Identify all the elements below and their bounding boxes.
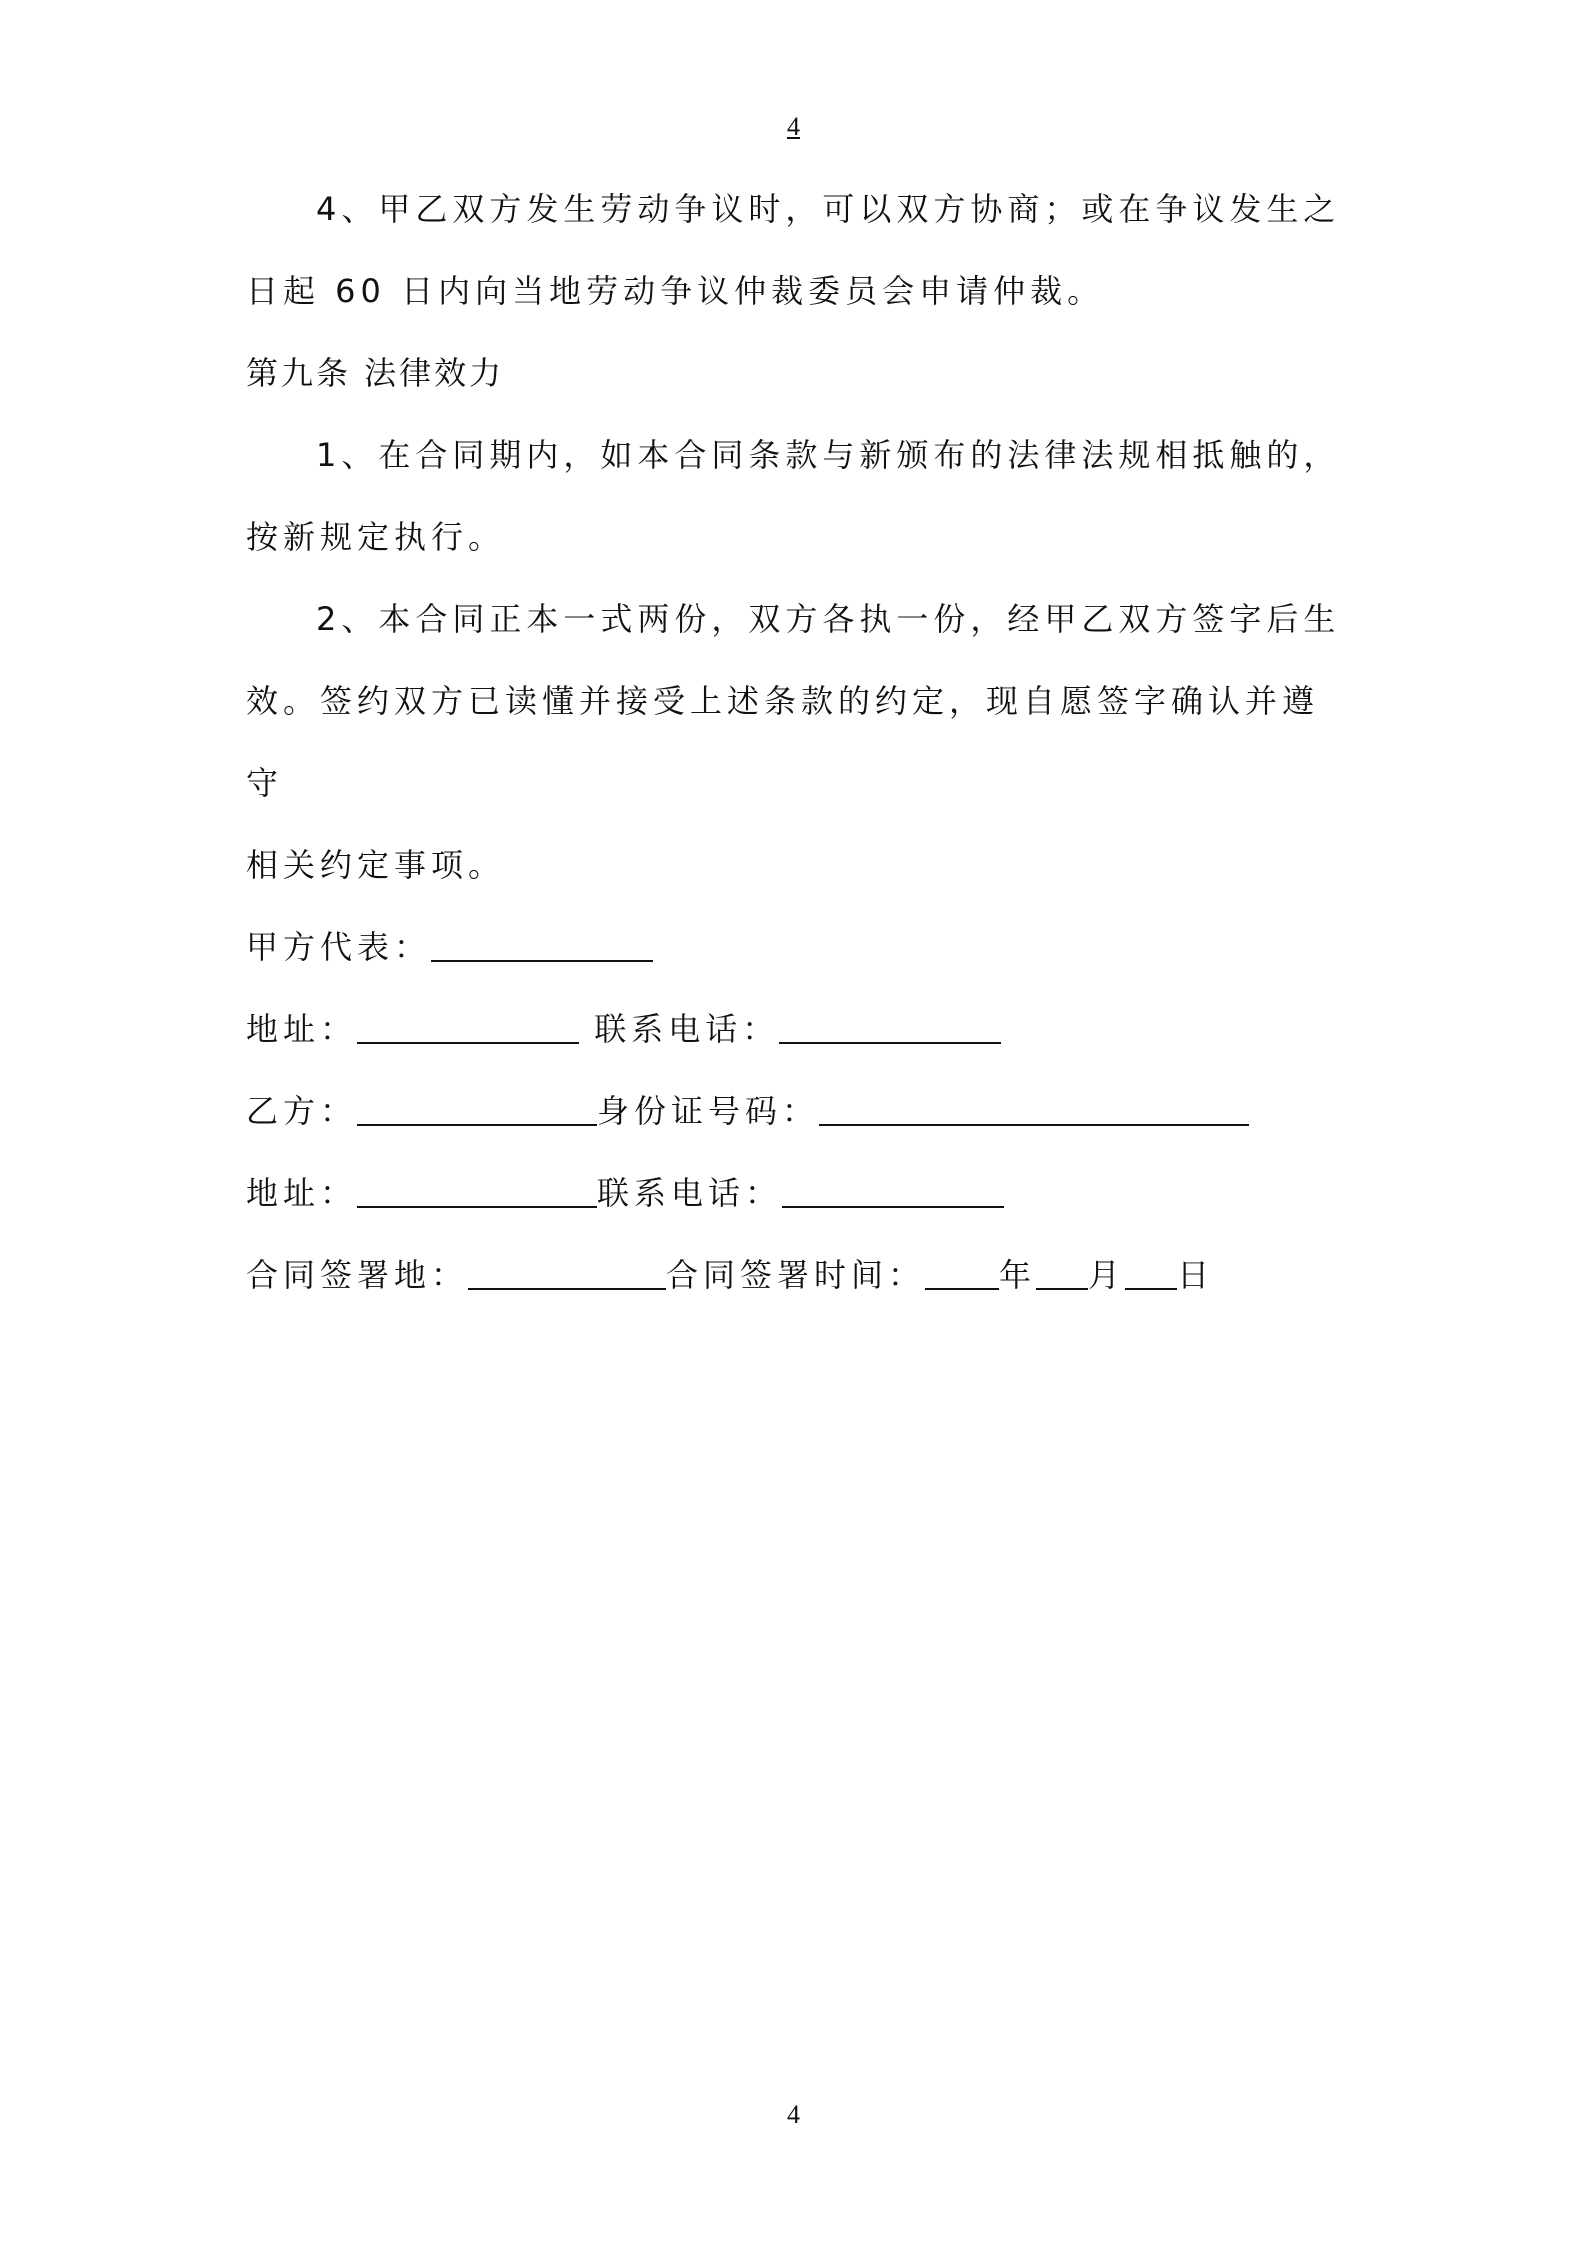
month-label: 月 bbox=[1088, 1256, 1126, 1294]
header-page-number: 4 bbox=[787, 112, 800, 141]
party-b-row bbox=[246, 1070, 1346, 1152]
article-9-heading: 第九条 法律效力 bbox=[246, 354, 505, 392]
party-b-address-field[interactable] bbox=[357, 1170, 597, 1208]
party-a-rep-label: 甲方代表： bbox=[246, 928, 432, 966]
clause-9-1-line-2: 按新规定执行。 bbox=[246, 518, 506, 556]
day-label: 日 bbox=[1177, 1256, 1215, 1294]
party-b-phone-field[interactable] bbox=[782, 1170, 1004, 1208]
sign-month-field[interactable] bbox=[1036, 1252, 1088, 1290]
party-a-address-field[interactable] bbox=[357, 1006, 579, 1044]
footer-page-number: 4 bbox=[787, 2100, 800, 2129]
clause-9-2-line-2: 效。签约双方已读懂并接受上述条款的约定，现自愿签字确认并遵守 bbox=[246, 682, 1320, 802]
party-b-label: 乙方： bbox=[246, 1092, 358, 1130]
id-number-field[interactable] bbox=[819, 1088, 1249, 1126]
sign-place-field[interactable] bbox=[468, 1252, 666, 1290]
id-number-label: 身份证号码： bbox=[597, 1092, 820, 1130]
clause-4-line-1: 4、甲乙双方发生劳动争议时，可以双方协商；或在争议发生之 bbox=[316, 190, 1341, 228]
address-label: 地址： bbox=[246, 1010, 358, 1048]
clause-9-2-line-3: 相关约定事项。 bbox=[246, 846, 506, 884]
clause-4-line-2: 日起 60 日内向当地劳动争议仲裁委员会申请仲裁。 bbox=[246, 272, 1105, 310]
party-a-rep-row bbox=[246, 906, 1346, 988]
party-a-address-row bbox=[246, 988, 1346, 1070]
sign-year-field[interactable] bbox=[925, 1252, 999, 1290]
clause-9-2-line-1: 2、本合同正本一式两份，双方各执一份，经甲乙双方签字后生 bbox=[316, 600, 1341, 638]
sign-day-field[interactable] bbox=[1125, 1252, 1177, 1290]
party-a-rep-field[interactable] bbox=[431, 924, 653, 962]
address-label: 地址： bbox=[246, 1174, 358, 1212]
sign-time-label: 合同签署时间： bbox=[666, 1256, 926, 1294]
party-b-address-row bbox=[246, 1152, 1346, 1234]
party-a-phone-field[interactable] bbox=[779, 1006, 1001, 1044]
phone-label: 联系电话： bbox=[597, 1174, 783, 1212]
clause-9-1-line-1: 1、在合同期内，如本合同条款与新颁布的法律法规相抵触的， bbox=[316, 436, 1341, 474]
year-label: 年 bbox=[999, 1256, 1037, 1294]
signing-info-row bbox=[246, 1234, 1346, 1316]
sign-place-label: 合同签署地： bbox=[246, 1256, 469, 1294]
contract-body bbox=[246, 168, 1346, 1316]
phone-label: 联系电话： bbox=[594, 1010, 780, 1048]
party-b-name-field[interactable] bbox=[357, 1088, 597, 1126]
